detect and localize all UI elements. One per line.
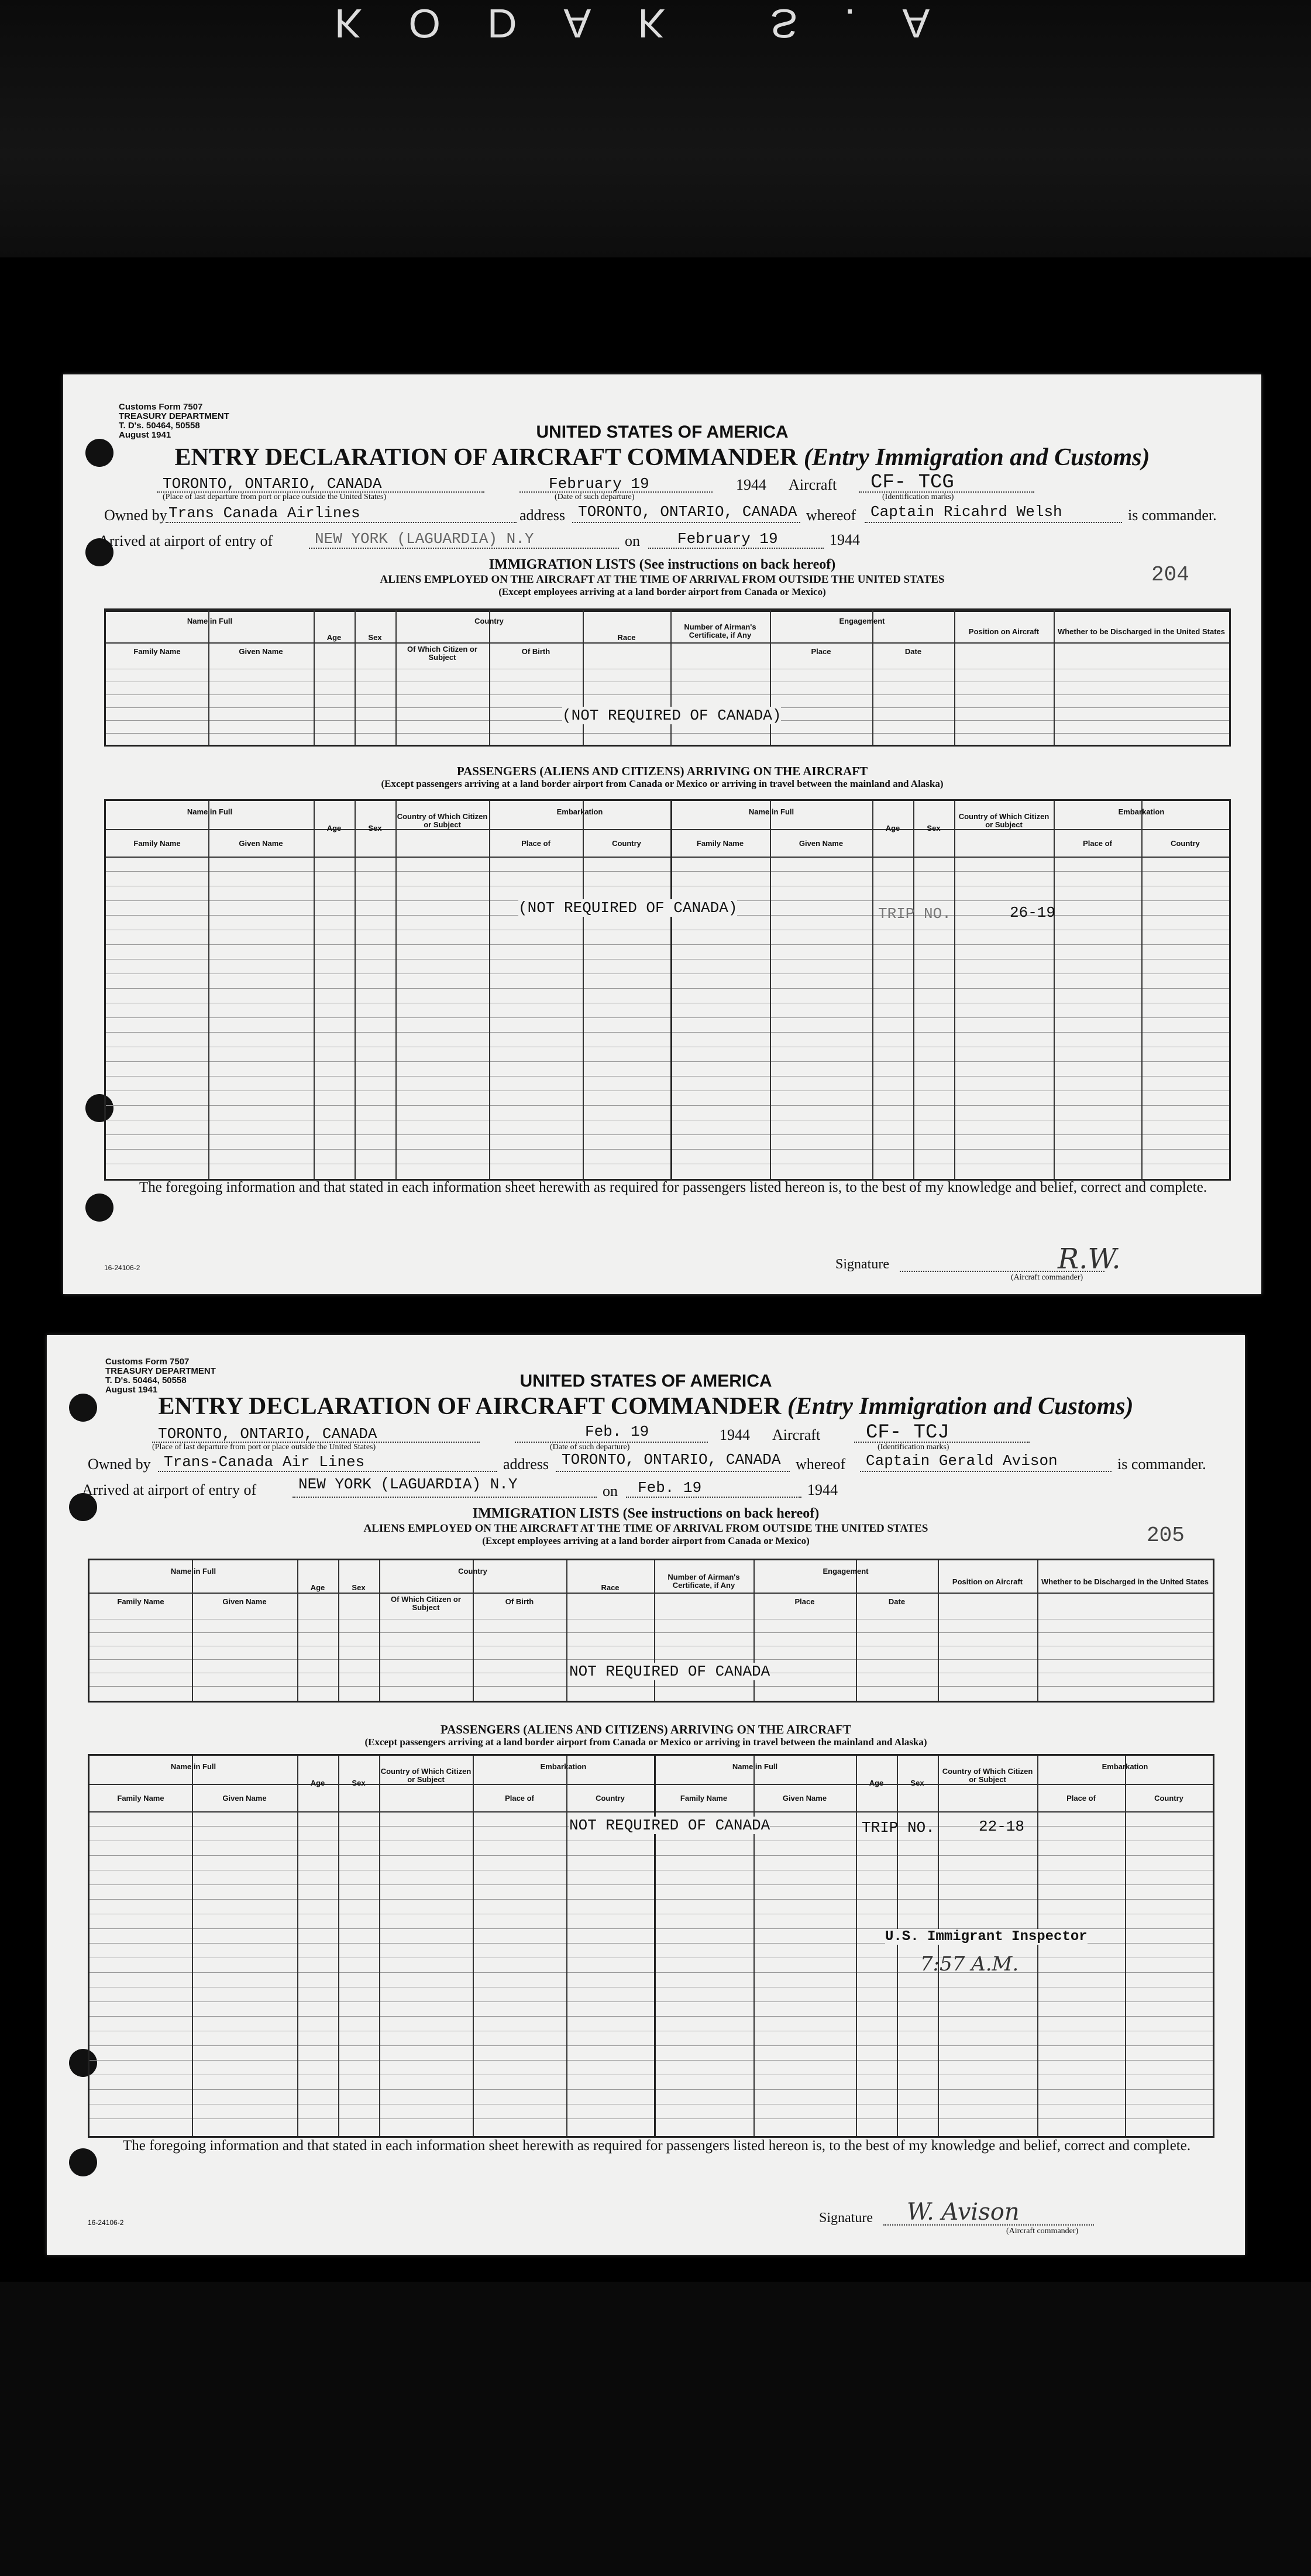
form-date: August 1941 bbox=[105, 1385, 158, 1395]
passengers-subheading: (Except passengers arriving at a land border airport from Canada or Mexico or arriving in travel between the mainland and Alaska) bbox=[381, 778, 944, 789]
row-line bbox=[90, 1632, 1213, 1633]
address: TORONTO, ONTARIO, CANADA bbox=[578, 503, 797, 521]
signature-caption: (Aircraft commander) bbox=[1011, 1273, 1083, 1282]
header-airman-certificate: Number of Airman's Certificate, if Any bbox=[667, 1573, 740, 1590]
owned-by-label: Owned by bbox=[104, 507, 167, 524]
col-line bbox=[473, 1560, 474, 1701]
row-line bbox=[106, 733, 1229, 734]
header-country: Country bbox=[458, 1567, 487, 1576]
header-citizen-of: Country of Which Citizen or Subject bbox=[958, 812, 1050, 829]
header-given-name: Given Name bbox=[799, 839, 844, 848]
header-citizen-of: Of Which Citizen or Subject bbox=[407, 645, 477, 662]
owner: Trans Canada Airlines bbox=[168, 504, 360, 522]
col-line bbox=[583, 610, 584, 745]
col-line bbox=[856, 1560, 857, 1701]
col-line bbox=[872, 801, 873, 1179]
header-name-in-full: Name in Full bbox=[187, 807, 233, 816]
header-engagement: Engagement bbox=[823, 1567, 869, 1576]
col-line bbox=[566, 1756, 567, 2136]
aircraft-id: CF- TCG bbox=[870, 472, 954, 494]
col-line bbox=[938, 1756, 939, 2136]
fill-line bbox=[572, 522, 800, 523]
row-line bbox=[90, 2016, 1213, 2017]
title-paren: (Entry Immigration and Customs) bbox=[787, 1393, 1134, 1420]
col-line bbox=[379, 1756, 380, 2136]
header-country: Country bbox=[612, 839, 641, 848]
header-country: Country bbox=[596, 1794, 625, 1803]
fill-line bbox=[158, 1471, 497, 1472]
fill-line bbox=[648, 548, 824, 549]
row-line bbox=[90, 2045, 1213, 2046]
col-line bbox=[338, 1560, 339, 1701]
commander-name: Captain Gerald Avison bbox=[866, 1452, 1058, 1470]
header-sex: Sex bbox=[910, 1779, 924, 1787]
date-caption: (Date of such departure) bbox=[550, 1443, 630, 1452]
header-sex: Sex bbox=[368, 824, 382, 833]
col-line bbox=[654, 1756, 656, 2136]
form-date: August 1941 bbox=[119, 430, 171, 440]
col-line bbox=[395, 801, 397, 1179]
header-age: Age bbox=[310, 1583, 325, 1592]
commander-name: Captain Ricahrd Welsh bbox=[870, 503, 1062, 521]
form-number: 16-24106-2 bbox=[104, 1264, 140, 1272]
row-line bbox=[106, 1017, 1229, 1018]
col-line bbox=[897, 1756, 898, 2136]
col-line bbox=[1125, 1756, 1126, 2136]
declaration-form-1 bbox=[63, 374, 1261, 1294]
header-citizen-of: Of Which Citizen or Subject bbox=[391, 1595, 461, 1612]
header-embarkation: Embarkation bbox=[540, 1762, 587, 1771]
row-line bbox=[106, 857, 1229, 858]
fill-line bbox=[309, 548, 619, 549]
header-family-name: Family Name bbox=[133, 839, 181, 848]
aliens-heading: ALIENS EMPLOYED ON THE AIRCRAFT AT THE TIME OF ARRIVAL FROM OUTSIDE THE UNITED STATES bbox=[380, 573, 945, 586]
fill-line bbox=[860, 1471, 1112, 1472]
whereof-label: whereof bbox=[806, 507, 856, 524]
crew-table bbox=[88, 1559, 1214, 1703]
row-line bbox=[90, 1811, 1213, 1813]
header-place-of: Place of bbox=[521, 839, 550, 848]
header-family-name: Family Name bbox=[680, 1794, 728, 1803]
col-line bbox=[314, 610, 315, 745]
arrived-label: Arrived at airport of entry of bbox=[82, 1481, 257, 1498]
departure-caption: (Place of last departure from port or place outside the United States) bbox=[163, 493, 387, 501]
header-given-name: Given Name bbox=[782, 1794, 827, 1803]
department: TREASURY DEPARTMENT bbox=[119, 411, 229, 421]
col-line bbox=[395, 610, 397, 745]
header-embarkation: Embarkation bbox=[1118, 807, 1165, 816]
header-family-name: Family Name bbox=[133, 647, 181, 656]
row-line bbox=[106, 1149, 1229, 1150]
row-line bbox=[106, 642, 1229, 644]
col-line bbox=[913, 801, 914, 1179]
row-line bbox=[90, 2118, 1213, 2119]
row-line bbox=[90, 2089, 1213, 2090]
form-title bbox=[63, 443, 1261, 472]
header-age: Age bbox=[885, 824, 900, 833]
header-country: Country bbox=[474, 617, 504, 625]
header-given-name: Given Name bbox=[222, 1794, 267, 1803]
row-line bbox=[106, 871, 1229, 872]
row-line bbox=[106, 1105, 1229, 1106]
title-paren: (Entry Immigration and Customs) bbox=[803, 444, 1150, 471]
col-line bbox=[314, 801, 315, 1179]
col-line bbox=[379, 1560, 380, 1701]
row-line bbox=[90, 1855, 1213, 1856]
aircraft-label: Aircraft bbox=[789, 476, 837, 493]
header-age: Age bbox=[326, 824, 342, 833]
passengers-heading: PASSENGERS (ALIENS AND CITIZENS) ARRIVING ON THE AIRCRAFT bbox=[456, 764, 868, 778]
departure-year: 1944 bbox=[720, 1426, 750, 1443]
header-age: Age bbox=[326, 633, 342, 642]
row-line bbox=[106, 610, 1229, 612]
commander-suffix: is commander. bbox=[1117, 1456, 1206, 1473]
certification-text: The foregoing information and that stated in each information sheet herewith as required for passengers listed hereon is, to the best of my knowledge and belief, correct and complete. bbox=[123, 2138, 1191, 2154]
header-citizen-of: Country of Which Citizen or Subject bbox=[380, 1767, 472, 1784]
certification-text: The foregoing information and that stated in each information sheet herewith as required for passengers listed hereon is, to the best of my knowledge and belief, correct and complete. bbox=[139, 1179, 1207, 1195]
address: TORONTO, ONTARIO, CANADA bbox=[562, 1451, 781, 1468]
arrived-label: Arrived at airport of entry of bbox=[98, 532, 273, 549]
header-embarkation: Embarkation bbox=[1102, 1762, 1148, 1771]
col-line bbox=[208, 801, 209, 1179]
col-line bbox=[670, 801, 672, 1179]
header-citizen-of: Country of Which Citizen or Subject bbox=[942, 1767, 1033, 1784]
trip-number: 22-18 bbox=[979, 1818, 1025, 1835]
commander-signature: R.W. bbox=[1058, 1243, 1121, 1275]
stamp-number: 205 bbox=[1147, 1523, 1185, 1547]
airport-of-entry: NEW YORK (LAGUARDIA) N.Y bbox=[298, 1476, 518, 1493]
col-line bbox=[297, 1560, 298, 1701]
signature-caption: (Aircraft commander) bbox=[1006, 2227, 1079, 2235]
header-sex: Sex bbox=[927, 824, 941, 833]
col-line bbox=[1037, 1756, 1038, 2136]
header-name-in-full: Name in Full bbox=[732, 1762, 778, 1771]
header-given-name: Given Name bbox=[239, 839, 283, 848]
row-line bbox=[90, 1784, 1213, 1785]
commander-suffix: is commander. bbox=[1128, 507, 1217, 524]
aliens-heading: ALIENS EMPLOYED ON THE AIRCRAFT AT THE TIME OF ARRIVAL FROM OUTSIDE THE UNITED STATES bbox=[363, 1522, 928, 1535]
col-line bbox=[566, 1560, 567, 1701]
header-age: Age bbox=[869, 1779, 884, 1787]
departure-date: Feb. 19 bbox=[585, 1423, 649, 1440]
header-airman-certificate: Number of Airman's Certificate, if Any bbox=[684, 622, 756, 639]
header-date: Date bbox=[904, 647, 922, 656]
fill-line bbox=[166, 522, 517, 523]
row-line bbox=[90, 1686, 1213, 1687]
inspector-stamp: U.S. Immigrant Inspector bbox=[885, 1929, 1088, 1945]
col-line bbox=[355, 610, 356, 745]
row-line bbox=[106, 829, 1229, 830]
row-line bbox=[106, 988, 1229, 989]
departure-place: TORONTO, ONTARIO, CANADA bbox=[163, 475, 382, 493]
row-line bbox=[90, 1659, 1213, 1660]
col-line bbox=[208, 610, 209, 745]
header-embarkation: Embarkation bbox=[556, 807, 603, 816]
header-name-in-full: Name in Full bbox=[170, 1762, 216, 1771]
header-family-name: Family Name bbox=[117, 1794, 164, 1803]
header-place: Place bbox=[811, 647, 831, 656]
departure-date: February 19 bbox=[549, 475, 649, 493]
aliens-subheading: (Except employees arriving at a land border airport from Canada or Mexico) bbox=[482, 1535, 810, 1546]
col-line bbox=[489, 610, 490, 745]
commander-signature: W. Avison bbox=[907, 2199, 1020, 2226]
aircraft-label: Aircraft bbox=[772, 1426, 821, 1443]
col-line bbox=[192, 1560, 193, 1701]
header-sex: Sex bbox=[352, 1583, 366, 1592]
td-numbers: T. D's. 50464, 50558 bbox=[105, 1375, 187, 1385]
header-of-birth: Of Birth bbox=[505, 1597, 534, 1606]
header-citizen-of: Country of Which Citizen or Subject bbox=[397, 812, 488, 829]
passenger-table bbox=[88, 1754, 1214, 2138]
country-title: UNITED STATES OF AMERICA bbox=[519, 1371, 772, 1391]
header-discharged: Whether to be Discharged in the United States bbox=[1057, 627, 1226, 636]
title-main: ENTRY DECLARATION OF AIRCRAFT COMMANDER bbox=[158, 1393, 782, 1420]
aircraft-caption: (Identification marks) bbox=[882, 493, 954, 501]
col-line bbox=[355, 801, 356, 1179]
col-line bbox=[297, 1756, 298, 2136]
row-line bbox=[106, 694, 1229, 695]
row-line bbox=[90, 1899, 1213, 1900]
form-number: 16-24106-2 bbox=[88, 2219, 124, 2227]
form-title bbox=[47, 1392, 1245, 1421]
passenger-table bbox=[104, 799, 1231, 1181]
film-top-strip bbox=[0, 0, 1311, 257]
header-place-of: Place of bbox=[505, 1794, 534, 1803]
on-label: on bbox=[625, 532, 640, 549]
owned-by-label: Owned by bbox=[88, 1456, 151, 1473]
header-name-in-full: Name in Full bbox=[187, 617, 233, 625]
col-line bbox=[1141, 801, 1143, 1179]
td-numbers: T. D's. 50464, 50558 bbox=[119, 421, 200, 431]
col-line bbox=[583, 801, 584, 1179]
row-line bbox=[90, 2001, 1213, 2002]
signature-label: Signature bbox=[835, 1257, 889, 1272]
col-line bbox=[753, 1756, 755, 2136]
col-line bbox=[192, 1756, 193, 2136]
address-label: address bbox=[519, 507, 565, 524]
arrival-year: 1944 bbox=[807, 1481, 838, 1498]
header-position: Position on Aircraft bbox=[968, 627, 1040, 636]
arrival-year: 1944 bbox=[830, 531, 860, 548]
on-label: on bbox=[603, 1483, 618, 1499]
crew-table bbox=[104, 608, 1231, 747]
fill-line bbox=[626, 1497, 801, 1498]
crew-note: NOT REQUIRED OF CANADA bbox=[569, 1663, 770, 1680]
row-line bbox=[106, 1061, 1229, 1062]
inspection-time: 7:57 A.M. bbox=[920, 1952, 1019, 1976]
row-line bbox=[90, 1593, 1213, 1594]
address-label: address bbox=[503, 1456, 549, 1473]
row-line bbox=[90, 2060, 1213, 2061]
stamp-number: 204 bbox=[1151, 563, 1189, 587]
date-caption: (Date of such departure) bbox=[555, 493, 635, 501]
header-engagement: Engagement bbox=[839, 617, 885, 625]
trip-number: 26-19 bbox=[1010, 904, 1056, 921]
arrival-date: February 19 bbox=[677, 530, 778, 548]
header-place: Place bbox=[794, 1597, 815, 1606]
header-family-name: Family Name bbox=[117, 1597, 164, 1606]
col-line bbox=[856, 1756, 857, 2136]
country-title: UNITED STATES OF AMERICA bbox=[536, 422, 789, 442]
header-name-in-full: Name in Full bbox=[170, 1567, 216, 1576]
row-line bbox=[106, 1032, 1229, 1033]
passengers-subheading: (Except passengers arriving at a land border airport from Canada or Mexico or arriving in travel between the mainland and Alaska) bbox=[364, 1736, 927, 1748]
customs-form-number: Customs Form 7507 bbox=[119, 402, 203, 412]
header-date: Date bbox=[888, 1597, 906, 1606]
header-country: Country bbox=[1154, 1794, 1183, 1803]
col-line bbox=[770, 610, 771, 745]
departure-year: 1944 bbox=[736, 476, 766, 493]
immigration-lists-heading: IMMIGRATION LISTS (See instructions on back hereof) bbox=[472, 1506, 820, 1521]
department: TREASURY DEPARTMENT bbox=[105, 1366, 216, 1376]
passenger-note: NOT REQUIRED OF CANADA bbox=[569, 1817, 770, 1834]
header-given-name: Given Name bbox=[239, 647, 283, 656]
whereof-label: whereof bbox=[796, 1456, 846, 1473]
departure-place: TORONTO, ONTARIO, CANADA bbox=[158, 1425, 377, 1443]
trip-label: TRIP NO. bbox=[878, 905, 951, 923]
signature-label: Signature bbox=[819, 2210, 873, 2226]
punch-hole bbox=[85, 1194, 113, 1222]
col-line bbox=[473, 1756, 474, 2136]
header-name-in-full: Name in Full bbox=[748, 807, 794, 816]
aircraft-id: CF- TCJ bbox=[866, 1422, 949, 1444]
aircraft-caption: (Identification marks) bbox=[878, 1443, 949, 1452]
header-race: Race bbox=[601, 1583, 620, 1592]
header-age: Age bbox=[310, 1779, 325, 1787]
row-line bbox=[106, 944, 1229, 945]
col-line bbox=[1054, 801, 1055, 1179]
immigration-lists-heading: IMMIGRATION LISTS (See instructions on back hereof) bbox=[488, 557, 836, 572]
owner: Trans-Canada Air Lines bbox=[164, 1453, 365, 1471]
trip-label: TRIP NO. bbox=[862, 1819, 935, 1836]
airport-of-entry: NEW YORK (LAGUARDIA) N.Y bbox=[315, 530, 534, 548]
film-bottom-strip bbox=[0, 2282, 1311, 2576]
film-edge-text: KODAK S.A bbox=[334, 1, 977, 46]
header-place-of: Place of bbox=[1083, 839, 1112, 848]
row-line bbox=[90, 1884, 1213, 1885]
header-place-of: Place of bbox=[1066, 1794, 1096, 1803]
header-of-birth: Of Birth bbox=[521, 647, 550, 656]
header-position: Position on Aircraft bbox=[952, 1577, 1023, 1586]
row-line bbox=[106, 1134, 1229, 1135]
departure-caption: (Place of last departure from port or place outside the United States) bbox=[152, 1443, 376, 1452]
header-race: Race bbox=[617, 633, 636, 642]
col-line bbox=[954, 801, 955, 1179]
passenger-note: (NOT REQUIRED OF CANADA) bbox=[518, 899, 738, 917]
declaration-form-2 bbox=[47, 1335, 1245, 2255]
fill-line bbox=[865, 522, 1122, 523]
col-line bbox=[872, 610, 873, 745]
row-line bbox=[106, 1076, 1229, 1077]
header-given-name: Given Name bbox=[222, 1597, 267, 1606]
passengers-heading: PASSENGERS (ALIENS AND CITIZENS) ARRIVING ON THE AIRCRAFT bbox=[440, 1722, 852, 1736]
header-discharged: Whether to be Discharged in the United States bbox=[1041, 1577, 1209, 1586]
col-line bbox=[770, 801, 771, 1179]
fill-line bbox=[293, 1497, 597, 1498]
crew-note: (NOT REQUIRED OF CANADA) bbox=[562, 707, 782, 724]
row-line bbox=[90, 1972, 1213, 1973]
col-line bbox=[338, 1756, 339, 2136]
customs-form-number: Customs Form 7507 bbox=[105, 1357, 190, 1367]
header-country: Country bbox=[1171, 839, 1200, 848]
aliens-subheading: (Except employees arriving at a land border airport from Canada or Mexico) bbox=[498, 586, 826, 597]
fill-line bbox=[556, 1471, 790, 1472]
arrival-date: Feb. 19 bbox=[638, 1479, 702, 1497]
header-sex: Sex bbox=[352, 1779, 366, 1787]
header-family-name: Family Name bbox=[696, 839, 744, 848]
col-line bbox=[489, 801, 490, 1179]
title-main: ENTRY DECLARATION OF AIRCRAFT COMMANDER bbox=[174, 444, 798, 471]
header-sex: Sex bbox=[368, 633, 382, 642]
